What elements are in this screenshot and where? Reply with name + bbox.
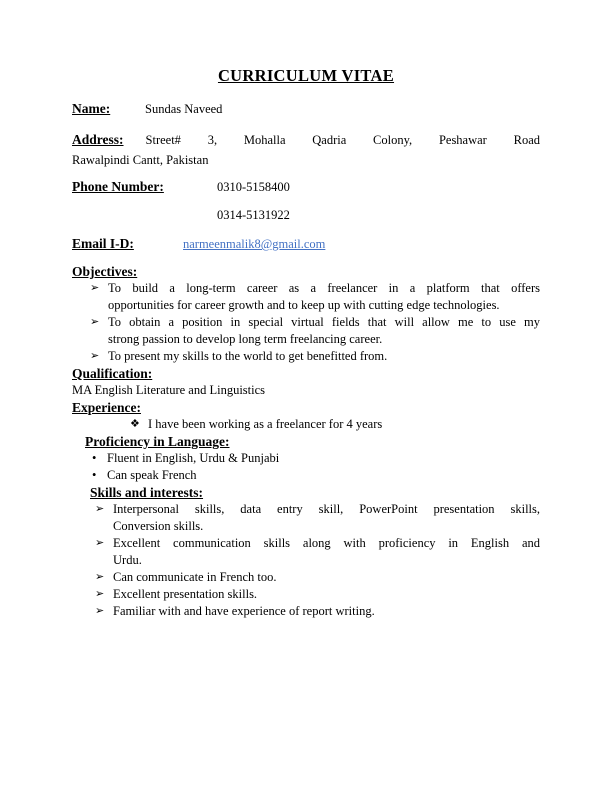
page-title: CURRICULUM VITAE [217,66,395,85]
list-item [95,569,540,586]
objective-text: opportunities for career growth and to keep up with cutting edge technologies. [108,298,500,312]
phone-label: Phone Number: [72,179,164,194]
dot-bullet-icon: • [92,468,97,482]
phone-value-1: 0310-5158400 [217,180,290,194]
language-text: Fluent in English, Urdu & Punjabi [107,451,280,465]
address-label: Address: [72,132,124,147]
list-item [95,535,540,569]
experience-text: I have been working as a freelancer for 4 years [148,417,383,431]
skill-text: Excellent presentation skills. [113,587,258,601]
list-item [130,416,540,433]
name-label: Name: [72,101,111,116]
name-row [72,100,540,118]
email-link[interactable]: narmeenmalik8@gmail.com [183,237,326,251]
skill-text: Interpersonal skills, data entry skill, PowerPoint presentation skills, [113,502,540,516]
phone-value-2: 0314-5131922 [217,208,290,222]
phone-row-2 [72,207,540,224]
phone-row-1 [72,178,540,196]
list-item [90,314,540,348]
arrow-bullet-icon: ➢ [95,571,105,583]
list-item [95,501,540,535]
email-row [72,235,540,253]
diamond-bullet-icon: ❖ [130,418,140,430]
name-value: Sundas Naveed [145,102,223,116]
skills-list [95,501,540,620]
email-label: Email I-D: [72,236,134,251]
address-line-2: Rawalpindi Cantt, Pakistan [72,153,209,167]
languages-heading: Proficiency in Language: [85,434,230,449]
language-text: Can speak French [107,468,197,482]
qualification-heading: Qualification: [72,366,153,381]
list-item [92,467,540,484]
list-item [90,280,540,314]
objective-text: To obtain a position in special virtual fields that will allow me to use my [108,315,540,329]
address-line-1 [72,130,540,150]
objective-text: strong passion to develop long term freelancing career. [108,332,383,346]
objective-text: To present my skills to the world to get benefitted from. [108,349,388,363]
languages-list [92,450,540,484]
experience-list [130,416,540,433]
list-item [92,450,540,467]
skill-text: Excellent communication skills along with proficiency in English and [113,536,540,550]
list-item [95,603,540,620]
skill-text: Can communicate in French too. [113,570,277,584]
qualification-text: MA English Literature and Linguistics [72,383,266,397]
arrow-bullet-icon: ➢ [95,537,105,549]
arrow-bullet-icon: ➢ [90,282,100,294]
list-item [90,348,540,365]
arrow-bullet-icon: ➢ [95,605,105,617]
skills-heading: Skills and interests: [90,485,204,500]
arrow-bullet-icon: ➢ [90,316,100,328]
arrow-bullet-icon: ➢ [95,588,105,600]
objectives-list [90,280,540,365]
arrow-bullet-icon: ➢ [95,503,105,515]
dot-bullet-icon: • [92,451,97,465]
address-value-line1: Street# 3, Mohalla Qadria Colony, Peshawar Road [145,133,540,147]
objective-text: To build a long-term career as a freelancer in a platform that offers [108,281,540,295]
address-block [72,130,540,170]
skill-text: Urdu. [113,553,142,567]
experience-heading: Experience: [72,400,141,415]
skill-text: Familiar with and have experience of report writing. [113,604,375,618]
objectives-heading: Objectives: [72,264,138,279]
list-item [95,586,540,603]
skill-text: Conversion skills. [113,519,204,533]
arrow-bullet-icon: ➢ [90,350,100,362]
